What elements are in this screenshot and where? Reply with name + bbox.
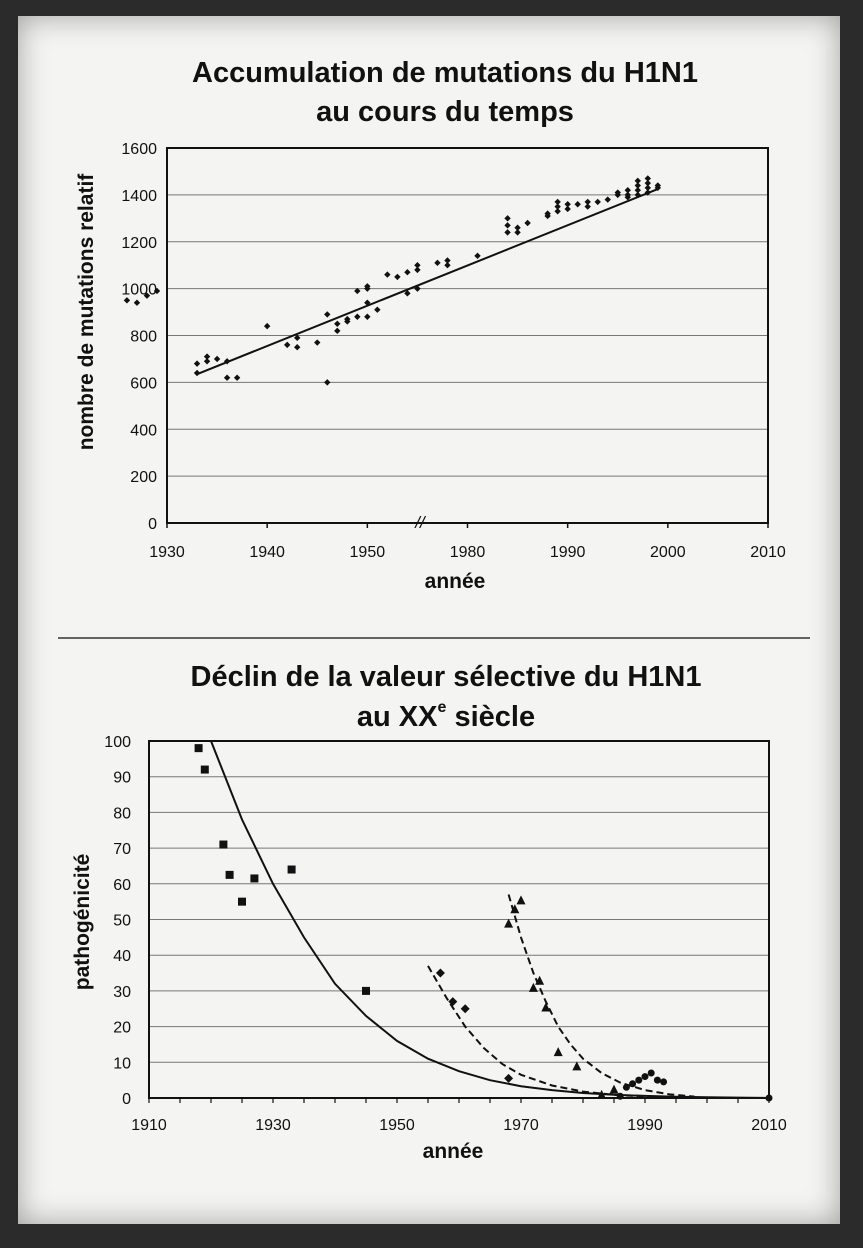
- chart2-y-tick-label: 60: [113, 876, 131, 894]
- chart2-x-tick-label: 1990: [627, 1117, 663, 1134]
- chart2-triangle-point: [554, 1047, 563, 1056]
- chart1-x-tick-label: 2000: [650, 544, 686, 561]
- chart2-triangle-point: [517, 895, 526, 904]
- chart2-square-point: [238, 898, 246, 906]
- chart2-x-tick-label: 2010: [751, 1117, 787, 1134]
- chart1-points: [124, 175, 661, 385]
- chart2-y-tick-label: 80: [113, 805, 131, 823]
- chart2-circle-point: [629, 1080, 636, 1087]
- chart1-y-ticks: [121, 141, 157, 533]
- chart2-y-tick-label: 30: [113, 983, 131, 1001]
- chart1-y-tick-label: 400: [130, 422, 157, 440]
- chart2-title-end: siècle: [446, 701, 536, 733]
- chart2-square-point: [195, 744, 203, 752]
- chart1-y-tick-label: 200: [130, 469, 157, 487]
- chart1-title-line1: Accumulation de mutations du H1N1: [192, 57, 698, 89]
- chart2-title-line1: Déclin de la valeur sélective du H1N1: [190, 661, 702, 693]
- chart2-diamond-point: [461, 1004, 470, 1013]
- chart2-y-tick-label: 100: [104, 734, 131, 751]
- chart2-square-point: [250, 874, 258, 882]
- chart1-x-ticks: [149, 523, 786, 561]
- chart2-diamond-point: [436, 969, 445, 978]
- chart1-data-point: [564, 201, 570, 207]
- chart1-data-point: [374, 307, 380, 313]
- chart2-triangle-point: [541, 1002, 550, 1011]
- chart2-square-point: [219, 841, 227, 849]
- chart1-axis-break: //: [415, 513, 425, 532]
- chart2-circle-point: [654, 1077, 661, 1084]
- chart2-circle-point: [642, 1073, 649, 1080]
- chart1-y-tick-label: 800: [130, 328, 157, 346]
- chart2-y-tick-label: 40: [113, 948, 131, 966]
- chart1-x-tick-label: 2010: [750, 544, 786, 561]
- chart1-y-tick-label: 600: [130, 375, 157, 393]
- chart2-y-tick-label: 70: [113, 841, 131, 859]
- chart2-y-label: pathogénicité: [71, 853, 94, 991]
- chart1-x-tick-label: 1990: [549, 544, 586, 561]
- chart1-data-point: [635, 178, 641, 184]
- chart2-square-point: [226, 871, 234, 879]
- chart2-x-tick-label: 1930: [255, 1117, 291, 1134]
- chart1-data-point: [554, 199, 560, 205]
- chart1-data-point: [414, 262, 420, 268]
- chart1-data-point: [504, 229, 510, 235]
- chart1-data-point: [574, 201, 580, 207]
- chart1-data-point: [524, 220, 530, 226]
- chart2-x-ticks: [131, 1098, 787, 1134]
- chart1-data-point: [224, 374, 230, 380]
- chart2-y-tick-label: 10: [113, 1055, 131, 1073]
- chart1-y-tick-label: 1000: [121, 281, 157, 299]
- chart1-data-point: [434, 260, 440, 266]
- chart1-y-tick-label: 0: [148, 516, 157, 533]
- chart2-y-tick-label: 90: [113, 769, 131, 787]
- chart1-data-point: [194, 370, 200, 376]
- chart2-circle-point: [623, 1084, 630, 1091]
- chart1-data-point: [204, 353, 210, 359]
- chart1-data-point: [324, 311, 330, 317]
- chart1-data-point: [384, 271, 390, 277]
- chart1-x-label: année: [424, 570, 486, 593]
- chart1-x-tick-label: 1950: [349, 544, 386, 561]
- chart1-y-tick-label: 1600: [121, 141, 157, 158]
- chart2-triangle-point: [610, 1085, 619, 1094]
- chart1-data-point: [474, 253, 480, 259]
- chart1-y-tick-label: 1400: [121, 187, 157, 205]
- chart2-y-ticks: [104, 734, 131, 1108]
- chart2-x-tick-label: 1910: [131, 1117, 167, 1134]
- chart2-circle-point: [648, 1070, 655, 1077]
- chart1-data-point: [314, 339, 320, 345]
- chart1-x-tick-label: 1930: [149, 544, 185, 561]
- chart1-data-point: [284, 342, 290, 348]
- chart2-y-tick-label: 50: [113, 912, 131, 930]
- chart2-title-line2: [357, 699, 535, 733]
- chart2-square-point: [288, 866, 296, 874]
- chart1-data-point: [324, 379, 330, 385]
- chart1-x-tick-label: 1940: [249, 544, 285, 561]
- chart2-y-tick-label: 20: [113, 1019, 131, 1037]
- chart1-data-point: [294, 344, 300, 350]
- chart1-data-point: [514, 224, 520, 230]
- chart2-circle-point: [660, 1078, 667, 1085]
- chart2-diamond-point: [504, 1074, 513, 1083]
- chart1-trendline: [197, 189, 658, 374]
- chart1-data-point: [334, 328, 340, 334]
- chart1-data-point: [504, 215, 510, 221]
- chart2-title-main: au XX: [356, 701, 438, 733]
- chart2-square-point: [362, 987, 370, 995]
- chart2-x-label: année: [422, 1140, 484, 1163]
- chart1-data-point: [214, 356, 220, 362]
- chart1-data-point: [585, 199, 591, 205]
- chart2-x-tick-label: 1970: [503, 1117, 539, 1134]
- chart2-title-superscript: e: [437, 699, 447, 716]
- chart1-y-label: nombre de mutations relatif: [75, 173, 98, 451]
- chart1-data-point: [605, 196, 611, 202]
- chart1-data-point: [645, 175, 651, 181]
- chart1-gridlines: [167, 195, 768, 476]
- chart1-data-point: [394, 274, 400, 280]
- chart1-data-point: [234, 374, 240, 380]
- chart2-square-point: [201, 766, 209, 774]
- chart2-circle-point: [635, 1077, 642, 1084]
- chart1-data-point: [404, 269, 410, 275]
- chart2-x-tick-label: 1950: [379, 1117, 415, 1134]
- chart2-y-tick-label: 0: [122, 1091, 131, 1108]
- chart1-data-point: [444, 257, 450, 263]
- chart1-data-point: [364, 314, 370, 320]
- chart1-data-point: [504, 222, 510, 228]
- chart1-x-tick-label: 1980: [449, 544, 486, 561]
- chart1-data-point: [134, 299, 140, 305]
- chart1-data-point: [334, 321, 340, 327]
- chart1-data-point: [595, 199, 601, 205]
- chart1-data-point: [264, 323, 270, 329]
- chart1-title-line2: au cours du temps: [316, 96, 574, 128]
- chart1-data-point: [194, 360, 200, 366]
- chart2-curve-3: [509, 895, 695, 1097]
- chart1-data-point: [354, 314, 360, 320]
- chart1-data-point: [625, 187, 631, 193]
- chart1-trendline-segment: [197, 189, 658, 374]
- chart1-y-tick-label: 1200: [121, 234, 157, 252]
- chart2-diamond-point: [448, 997, 457, 1006]
